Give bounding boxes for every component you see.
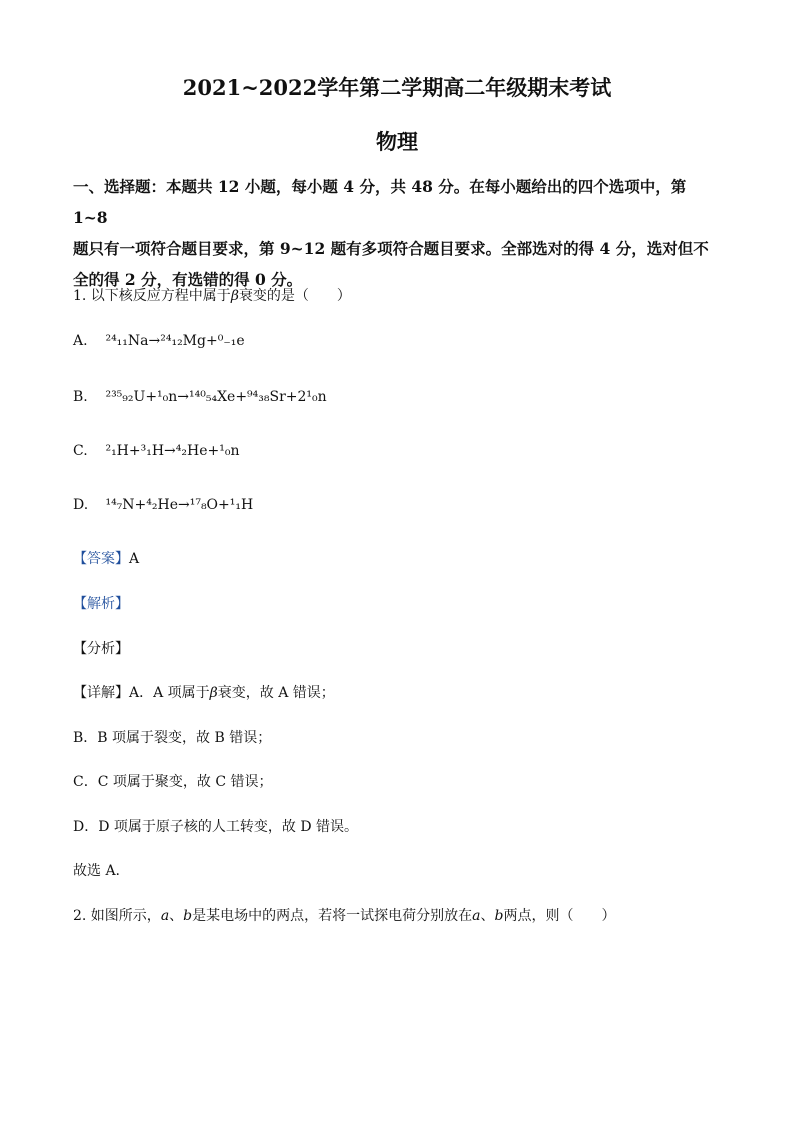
- separator: 、: [169, 908, 184, 924]
- point-b: b: [494, 908, 504, 924]
- point-a: a: [472, 908, 481, 924]
- exam-title: 2021~2022学年第二学期高二年级期末考试: [182, 75, 612, 100]
- analysis-tag: 【解析】: [73, 596, 129, 612]
- answer-line: [73, 548, 139, 568]
- option-equation: ¹⁴₇N+⁴₂He→¹⁷₈O+¹₁H: [105, 497, 254, 513]
- point-b: b: [183, 908, 193, 924]
- answer-tag: 【答案】: [73, 551, 129, 567]
- stem-text: 2. 如图所示，: [73, 908, 161, 924]
- conclusion: 故选 A.: [73, 863, 121, 879]
- question-2-stem: [73, 905, 615, 925]
- point-a: a: [160, 908, 170, 924]
- detail-c: C．C 项属于聚变，故 C 错误；: [73, 774, 273, 790]
- section-heading-line: 题只有一项符合题目要求，第 9~12 题有多项符合题目要求。全部选对的得 4 分，选对但不: [73, 239, 709, 258]
- option-equation: ²⁴₁₁Na→²⁴₁₂Mg+⁰₋₁e: [105, 333, 245, 349]
- option-label: A.: [73, 333, 88, 349]
- option-label: B.: [73, 389, 88, 405]
- stem-text: 1. 以下核反应方程中属于: [73, 288, 231, 304]
- detail-d: D．D 项属于原子核的人工转变，故 D 错误。: [73, 819, 359, 835]
- option-b: [73, 389, 327, 405]
- subject-title: 物理: [376, 129, 418, 154]
- option-a: [73, 333, 245, 349]
- section-heading: [73, 171, 723, 295]
- section-heading-line: 全的得 2 分，有选错的得 0 分。: [73, 270, 303, 289]
- beta-symbol: β: [230, 288, 239, 304]
- option-c: [73, 443, 239, 459]
- option-label: C.: [73, 443, 88, 459]
- section-heading-line: 一、选择题：本题共 12 小题，每小题 4 分，共 48 分。在每小题给出的四个选项中，第 1~8: [73, 177, 687, 227]
- separator: 、: [480, 908, 495, 924]
- option-label: D.: [73, 497, 89, 513]
- detail-tag: 【详解】: [73, 685, 129, 701]
- fenxi-tag: 【分析】: [73, 641, 129, 657]
- detail-a: [73, 682, 335, 702]
- option-d: [73, 497, 253, 513]
- detail-text: 衰变，故 A 错误；: [217, 685, 335, 701]
- stem-text: 是某电场中的两点，若将一试探电荷分别放在: [192, 908, 473, 924]
- option-equation: ²₁H+³₁H→⁴₂He+¹₀n: [105, 443, 240, 459]
- beta-symbol: β: [209, 685, 218, 701]
- answer-value: A: [129, 551, 140, 567]
- question-1-stem: [73, 285, 351, 305]
- option-equation: ²³⁵₉₂U+¹₀n→¹⁴⁰₅₄Xe+⁹⁴₃₈Sr+2¹₀n: [105, 389, 327, 405]
- detail-b: B．B 项属于裂变，故 B 错误；: [73, 730, 272, 746]
- stem-text: 两点，则（ ）: [503, 908, 616, 924]
- detail-text: A．A 项属于: [129, 685, 210, 701]
- stem-text: 衰变的是（ ）: [238, 288, 351, 304]
